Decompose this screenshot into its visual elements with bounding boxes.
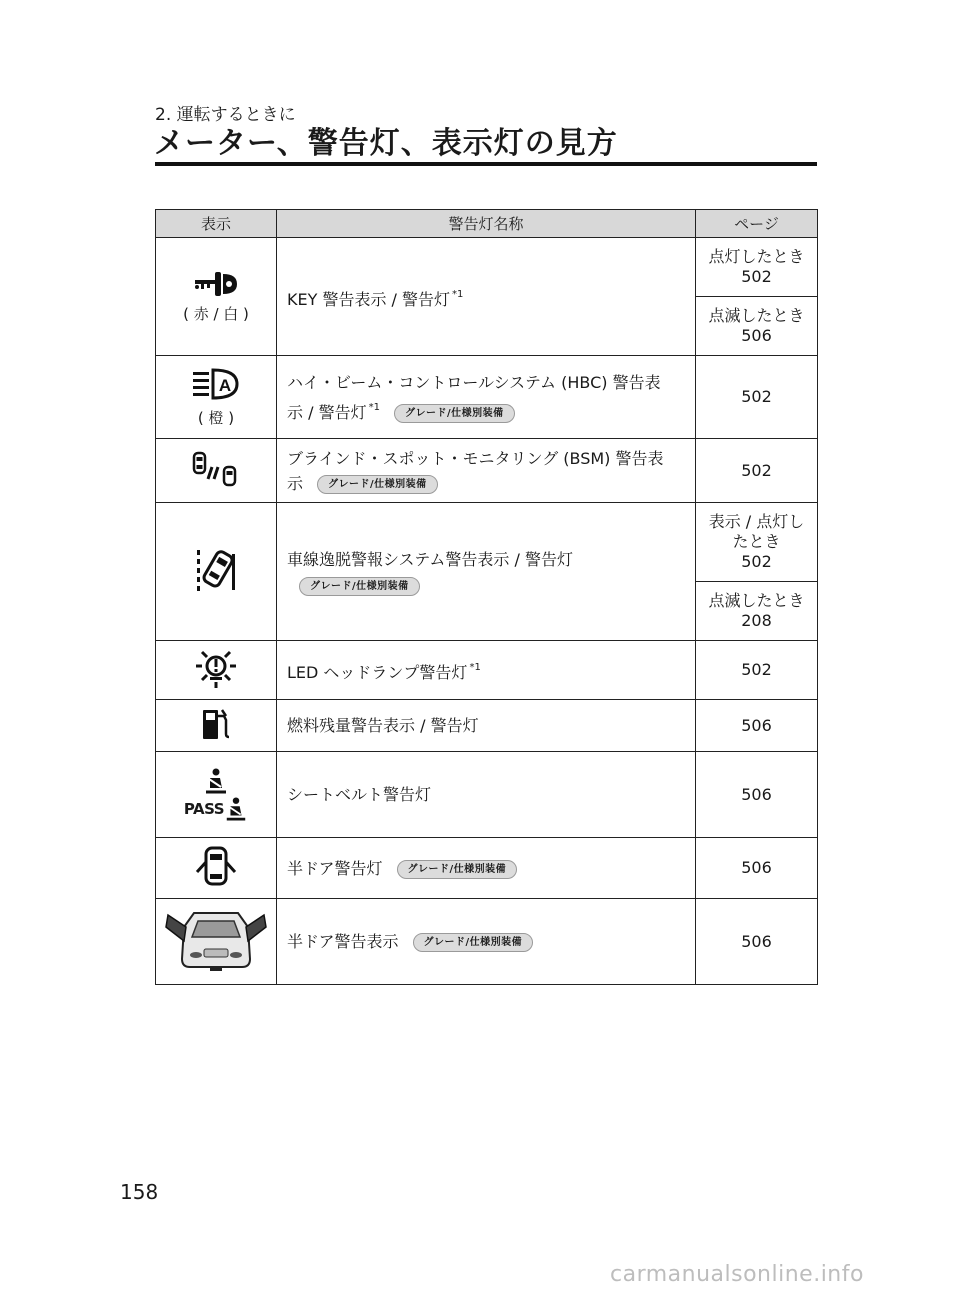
table-row xyxy=(156,503,818,582)
footnote-marker: *1 xyxy=(368,401,380,413)
name-cell xyxy=(277,503,696,641)
warning-name-line1: ブラインド・スポット・モニタリング (BSM) 警告表 xyxy=(287,448,664,468)
watermark: carmanualsonline.info xyxy=(610,1262,864,1287)
page-cell xyxy=(696,838,818,899)
page-cell xyxy=(696,752,818,838)
table-row xyxy=(156,700,818,752)
page-condition: 点滅したとき xyxy=(708,306,805,325)
page-cell xyxy=(696,356,818,439)
name-cell xyxy=(277,899,696,985)
warning-light-table xyxy=(155,209,818,985)
page-cell xyxy=(696,641,818,700)
name-cell xyxy=(277,238,696,356)
icon-cell xyxy=(156,899,277,985)
page-cell xyxy=(696,297,818,356)
page-ref: 502 xyxy=(741,660,772,679)
name-cell xyxy=(277,752,696,838)
warning-name: 半ドア警告灯 xyxy=(287,858,383,878)
page-number: 158 xyxy=(120,1180,159,1204)
icon-cell xyxy=(156,503,277,641)
name-cell xyxy=(277,439,696,503)
page-title: メーター、警告灯、表示灯の見方 xyxy=(154,126,618,161)
table-row xyxy=(156,356,818,439)
warning-name: 半ドア警告表示 xyxy=(287,932,399,951)
table-row xyxy=(156,439,818,503)
name-cell xyxy=(277,356,696,439)
icon-cell xyxy=(156,238,277,356)
key-warning-icon xyxy=(193,269,239,299)
pass-label: PASS xyxy=(183,799,225,818)
warning-name: KEY 警告表示 / 警告灯 xyxy=(287,289,451,309)
page-ref: 506 xyxy=(741,715,772,735)
led-headlight-warning-icon xyxy=(194,646,238,690)
header-name: 警告灯名称 xyxy=(277,210,696,238)
grade-badge: グレード/仕様別装備 xyxy=(413,933,534,952)
page-condition: 表示 / 点灯し xyxy=(708,512,805,531)
grade-badge: グレード/仕様別装備 xyxy=(397,860,518,879)
icon-cell xyxy=(156,356,277,439)
page-ref: 506 xyxy=(741,784,772,804)
door-ajar-display-icon xyxy=(164,907,268,973)
seatbelt-icon xyxy=(203,768,229,794)
warning-name: LED ヘッドランプ警告灯 xyxy=(287,663,468,682)
warning-name: 車線逸脱警報システム警告表示 / 警告灯 xyxy=(287,549,573,569)
grade-badge: グレード/仕様別装備 xyxy=(299,577,420,596)
page-ref: 208 xyxy=(741,611,772,630)
icon-color-note: ( 赤 / 白 ) xyxy=(183,305,249,323)
page-cell xyxy=(696,899,818,985)
page-ref: 502 xyxy=(741,552,772,571)
page-ref: 506 xyxy=(741,858,772,877)
footnote-marker: *1 xyxy=(452,288,464,300)
high-beam-control-icon xyxy=(191,367,241,403)
blind-spot-monitor-icon xyxy=(190,451,242,487)
door-ajar-icon xyxy=(194,844,238,888)
table-row xyxy=(156,238,818,297)
warning-name-line2: 示 xyxy=(287,473,304,493)
page-condition: 点滅したとき xyxy=(708,591,805,610)
table-row xyxy=(156,641,818,700)
page-cell xyxy=(696,439,818,503)
passenger-seatbelt-icon xyxy=(224,796,248,822)
footnote-marker: *1 xyxy=(469,662,481,673)
section-label: 2. 運転するときに xyxy=(155,105,296,125)
grade-badge: グレード/仕様別装備 xyxy=(394,404,515,423)
grade-badge: グレード/仕様別装備 xyxy=(317,475,438,494)
table-row xyxy=(156,838,818,899)
header-page: ページ xyxy=(696,210,818,238)
name-cell xyxy=(277,641,696,700)
table-row xyxy=(156,752,818,838)
page-cell xyxy=(696,582,818,641)
header-icon: 表示 xyxy=(156,210,277,238)
table-row xyxy=(156,899,818,985)
page-condition: たとき xyxy=(732,532,781,551)
page-ref: 506 xyxy=(741,326,772,345)
page-cell xyxy=(696,503,818,582)
icon-color-note: ( 橙 ) xyxy=(197,408,235,427)
page-ref: 502 xyxy=(741,267,772,286)
warning-name-line1: ハイ・ビーム・コントロールシステム (HBC) 警告表 xyxy=(287,372,661,392)
page-ref: 502 xyxy=(741,387,772,406)
svg-text:A: A xyxy=(218,375,232,395)
warning-name: 燃料残量警告表示 / 警告灯 xyxy=(287,716,479,735)
icon-cell xyxy=(156,641,277,700)
icon-cell xyxy=(156,752,277,838)
warning-name: シートベルト警告灯 xyxy=(287,785,432,804)
name-cell xyxy=(277,838,696,899)
name-cell xyxy=(277,700,696,752)
title-rule xyxy=(155,162,817,166)
table-header-row xyxy=(156,210,818,238)
page-condition: 点灯したとき xyxy=(708,247,805,266)
fuel-icon xyxy=(200,706,232,742)
page-ref: 502 xyxy=(741,460,772,480)
icon-cell xyxy=(156,838,277,899)
page-cell xyxy=(696,700,818,752)
page-cell xyxy=(696,238,818,297)
warning-name-line2: 示 / 警告灯 xyxy=(287,402,367,422)
icon-cell xyxy=(156,439,277,503)
page-ref: 506 xyxy=(741,931,772,951)
lane-departure-warning-icon xyxy=(194,546,238,594)
icon-cell xyxy=(156,700,277,752)
